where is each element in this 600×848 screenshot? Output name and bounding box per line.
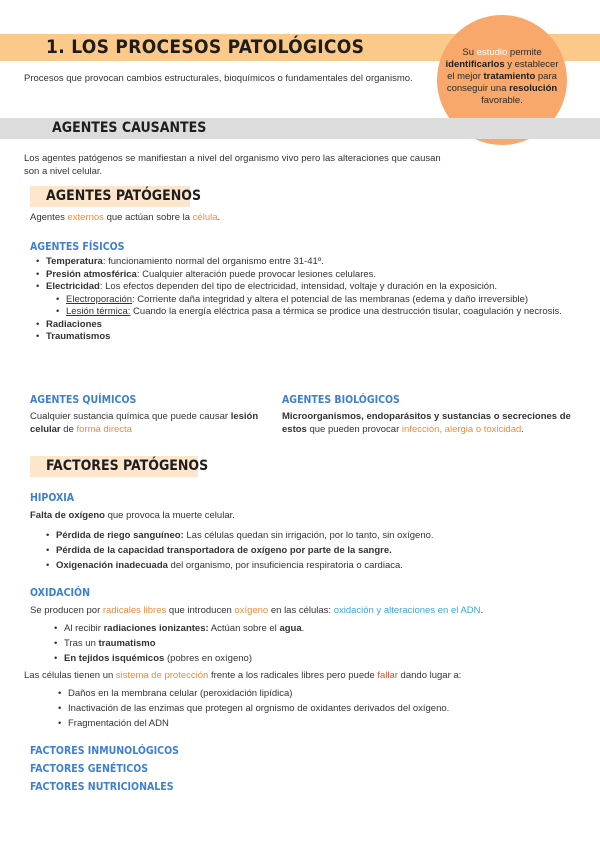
heading-agentes-biologicos: AGENTES BIOLÓGICOS [282,394,400,406]
list-item: • Al recibir radiaciones ionizantes: Actúan sobre el agua. [54,621,574,636]
quimicos-text: Cualquier sustancia química que puede causar lesión celular de forma directa [30,411,259,435]
page-title: 1. LOS PROCESOS PATOLÓGICOS [46,36,365,58]
list-item: • Radiaciones [36,319,566,332]
heading-factores-nutricionales: FACTORES NUTRICIONALES [30,781,174,793]
oxidacion-text: Se producen por radicales libres que introducen oxígeno en las células: oxidación y alteraciones en el ADN. [30,605,484,616]
list-item: • En tejidos isquémicos (pobres en oxígeno) [54,651,574,666]
intro-text: Procesos que provocan cambios estructurales, bioquímicos o fundamentales del organismo. [24,73,413,84]
list-item: • Inactivación de las enzimas que protegen al orgnismo de oxidantes derivados del oxígeno. [58,701,578,716]
list-item: • Temperatura: funcionamiento normal del organismo entre 31-41º. [36,256,566,269]
biologicos-text: Microorganismos, endoparásitos y sustancias o secreciones de estos que pueden provocar infección, alergia o toxicidad. [282,411,571,435]
hipoxia-list [46,528,566,573]
list-item: • Oxigenación inadecuada del organismo, por insuficiencia respiratoria o cardiaca. [46,558,566,573]
heading-factores-geneticos: FACTORES GENÉTICOS [30,763,149,775]
heading-factores-inmunologicos: FACTORES INMUNOLÓGICOS [30,745,179,757]
oxidacion-list [54,621,574,666]
oxidacion-consecuencias-list [58,686,578,731]
section-title-factores-patogenos: FACTORES PATÓGENOS [46,458,209,474]
heading-hipoxia: HIPOXIA [30,492,75,504]
agentes-causantes-text: Los agentes patógenos se manifiestan a nivel del organismo vivo pero las alteraciones que causan son a nivel celular. [24,153,441,177]
list-item: • Electroporación: Corriente daña integridad y altera el potencial de las membranas (edema y daño irreversible) [56,294,566,307]
list-item: • Fragmentación del ADN [58,716,578,731]
list-item: • Daños en la membrana celular (peroxidación lipídica) [58,686,578,701]
list-item: • Pérdida de riego sanguíneo: Las células quedan sin irrigación, por lo tanto, sin oxígeno. [46,528,566,543]
list-item: • Tras un traumatismo [54,636,574,651]
section-title-agentes-causantes: AGENTES CAUSANTES [52,120,207,136]
heading-oxidacion: OXIDACIÓN [30,587,90,599]
fisicos-list [36,256,566,344]
heading-agentes-quimicos: AGENTES QUÍMICOS [30,394,137,406]
heading-agentes-fisicos: AGENTES FÍSICOS [30,241,125,253]
list-item: • Presión atmosférica: Cualquier alteración puede provocar lesiones celulares. [36,269,566,282]
section-title-agentes-patogenos: AGENTES PATÓGENOS [46,188,202,204]
agentes-patogenos-text: Agentes externos que actúan sobre la célula. [30,212,221,223]
hipoxia-text: Falta de oxígeno que provoca la muerte celular. [30,510,235,521]
list-item: • Electricidad: Los efectos dependen del tipo de electricidad, intensidad, voltaje y duración en la exposición. • Electroporación: Corriente daña integridad y altera el potencial de las membranas (edema y daño irreversible) • Lesión térmica: Cuando la energía eléctrica pasa a térmica se prodice una destrucción tisular, coagulación y necrosis. [36,281,566,319]
list-item: • Traumatismos [36,331,566,344]
list-item: • Lesión térmica: Cuando la energía eléctrica pasa a térmica se prodice una destrucción tisular, coagulación y necrosis. [56,306,566,319]
oxidacion-proteccion-text: Las células tienen un sistema de protección frente a los radicales libres pero puede fallar dando lugar a: [24,670,462,681]
note-circle-text: Su estudio permite identificarlos y establecer el mejor tratamiento para conseguir una resolución favorable. [445,47,559,106]
list-item: • Pérdida de la capacidad transportadora de oxígeno por parte de la sangre. [46,543,566,558]
